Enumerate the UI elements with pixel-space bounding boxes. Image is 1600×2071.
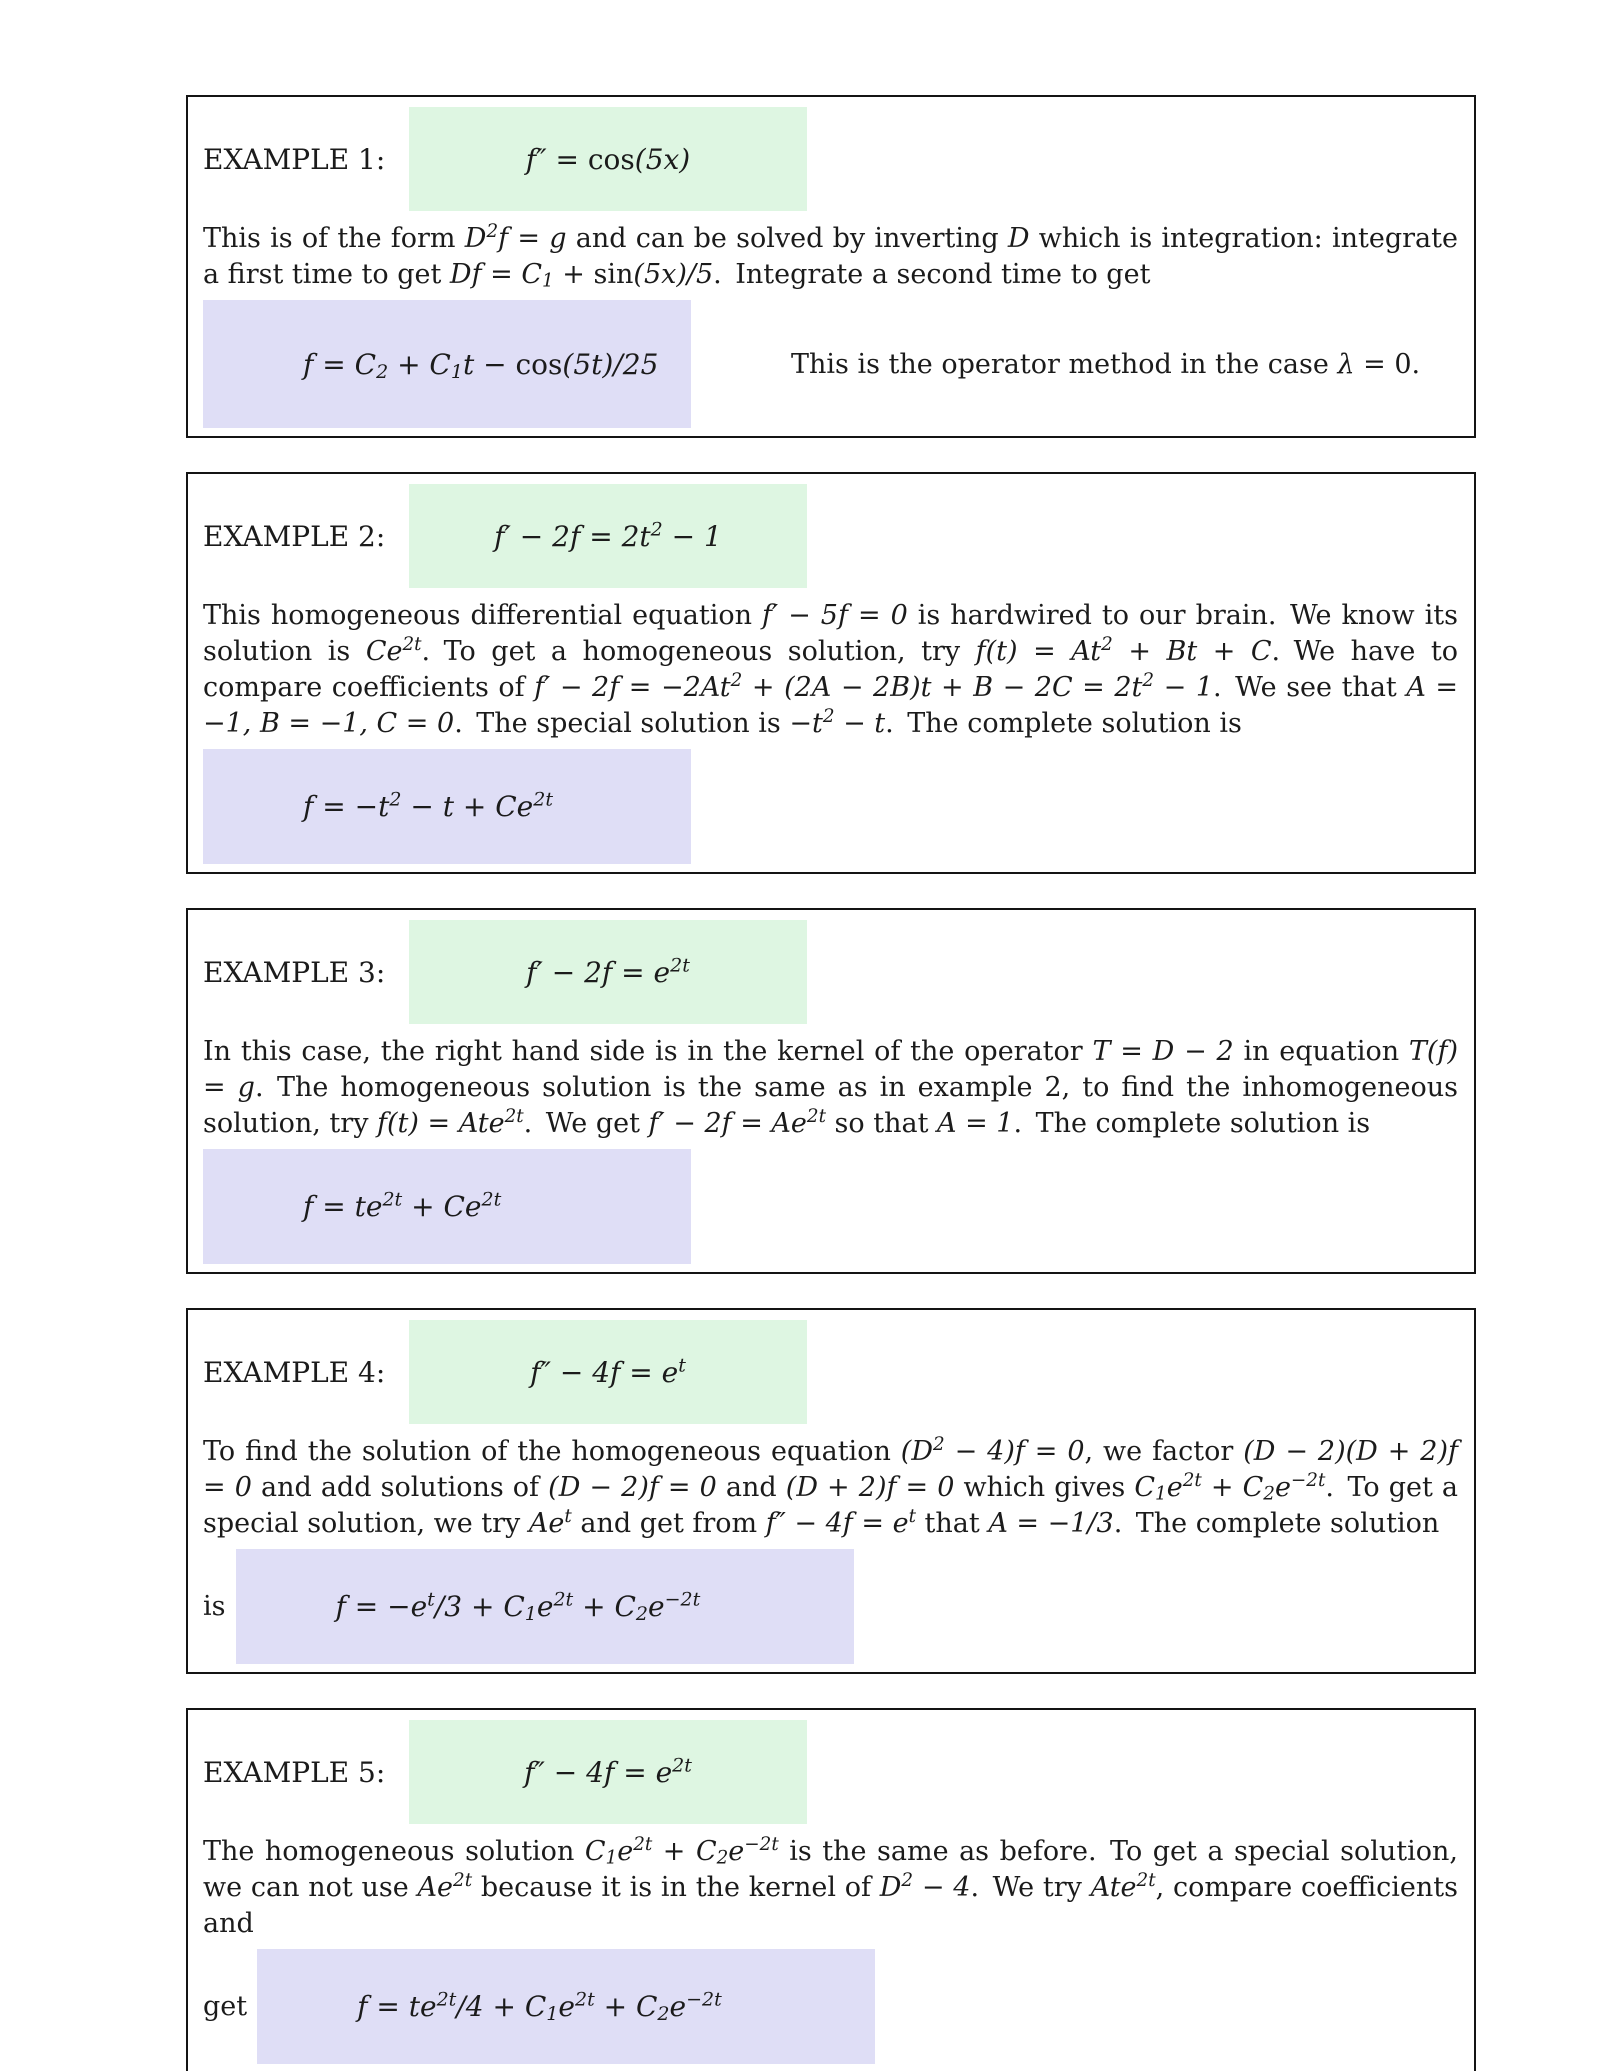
example-box — [186, 1708, 1476, 2071]
solution-row — [203, 1549, 1458, 1664]
solution-prefix-word: is — [203, 1591, 226, 1622]
explanation-paragraph: To find the solution of the homogeneous equation $(D^2 - 4)f = 0$, we factor (D − 2)(D + 2)f = 0 and add solutions of (D − 2)f = 0 and (D + 2)f = 0 which gives $C_1e^{2t} + C_2e^{-2t}$. To get a special solution, we try Ae$^t$ and get from $f'' - 4f = e^t$ that A = −1/3. The complete solution — [203, 1433, 1467, 1539]
example-header — [203, 1320, 1458, 1424]
solution-highlight — [257, 1949, 875, 2064]
statement-highlight — [409, 484, 807, 588]
statement-formula: $f'' - 4f = e^{2t}$ — [524, 1754, 692, 1789]
explanation-paragraph: This is of the form $D^2f = g$ and can be solved by inverting D which is integration: integrate a first time to get $Df = C_1 + \sin(5x)/5$. Integrate a second time to get — [203, 220, 1467, 292]
example-box — [186, 472, 1476, 874]
example-label: EXAMPLE 1: — [203, 142, 386, 176]
example-label: EXAMPLE 5: — [203, 1755, 386, 1789]
solution-highlight — [203, 1149, 691, 1264]
solution-note: This is the operator method in the case λ = 0. — [791, 348, 1421, 380]
statement-highlight — [409, 107, 807, 211]
explanation-paragraph: This homogeneous differential equation f′ − 5f = 0 is hardwired to our brain. We know its solution is $Ce^{2t}$. To get a homogeneous solution, try $f(t) = At^2 + Bt + C$. We have to compare coefficients of $f' - 2f = -2At^2 + (2A - 2B)t + B - 2C = 2t^2 - 1$. We see that A = −1, B = −1, C = 0. The special solution is $-t^2 - t$. The complete solution is — [203, 600, 1467, 739]
explanation-paragraph: The homogeneous solution $C_1e^{2t} + C_2e^{-2t}$ is the same as before. To get a special solution, we can not use $Ae^{2t}$ because it is in the kernel of $D^2 - 4$. We try Ate$^{2t}$, compare coefficients and — [203, 1833, 1467, 1939]
solution-formula: $f = -t^2 - t + Ce^{2t}$ — [303, 788, 553, 823]
statement-highlight — [409, 1320, 807, 1424]
example-box — [186, 908, 1476, 1274]
example-header — [203, 1720, 1458, 1824]
solution-formula: $f = te^{2t} + Ce^{2t}$ — [303, 1188, 502, 1223]
solution-row — [203, 1949, 1458, 2064]
example-box — [186, 1308, 1476, 1674]
solution-formula: $f = -e^t/3 + C_1e^{2t} + C_2e^{-2t}$ — [335, 1588, 701, 1625]
example-label: EXAMPLE 4: — [203, 1355, 386, 1389]
solution-row — [203, 749, 1458, 864]
example-header — [203, 920, 1458, 1024]
explanation-paragraph: In this case, the right hand side is in the kernel of the operator T = D − 2 in equation T(f) = g. The homogeneous solution is the same as in example 2, to find the inhomogeneous solution, try f(t) = Ate$^{2t}$. We get $f' - 2f = Ae^{2t}$ so that A = 1. The complete solution is — [203, 1036, 1467, 1139]
statement-formula: f″ = cos(5x) — [525, 142, 691, 176]
solution-prefix-word: get — [203, 1991, 248, 2022]
solution-row — [203, 1149, 1458, 1264]
example-label: EXAMPLE 2: — [203, 519, 386, 553]
solution-formula: $f = C_2 + C_1t - \cos(5t)/25$ — [303, 347, 659, 383]
solution-formula: $f = te^{2t}/4 + C_1e^{2t} + C_2e^{-2t}$ — [357, 1988, 722, 2025]
statement-formula: $f'' - 4f = e^t$ — [530, 1354, 686, 1389]
statement-formula: $f' - 2f = 2t^2 - 1$ — [494, 518, 722, 553]
statement-highlight — [409, 920, 807, 1024]
example-header — [203, 484, 1458, 588]
example-header — [203, 107, 1458, 211]
solution-row — [203, 300, 1458, 428]
solution-highlight — [203, 749, 691, 864]
solution-highlight — [203, 300, 691, 428]
example-box — [186, 95, 1476, 438]
statement-highlight — [409, 1720, 807, 1824]
solution-highlight — [236, 1549, 854, 1664]
example-label: EXAMPLE 3: — [203, 955, 386, 989]
statement-formula: $f' - 2f = e^{2t}$ — [526, 954, 690, 989]
